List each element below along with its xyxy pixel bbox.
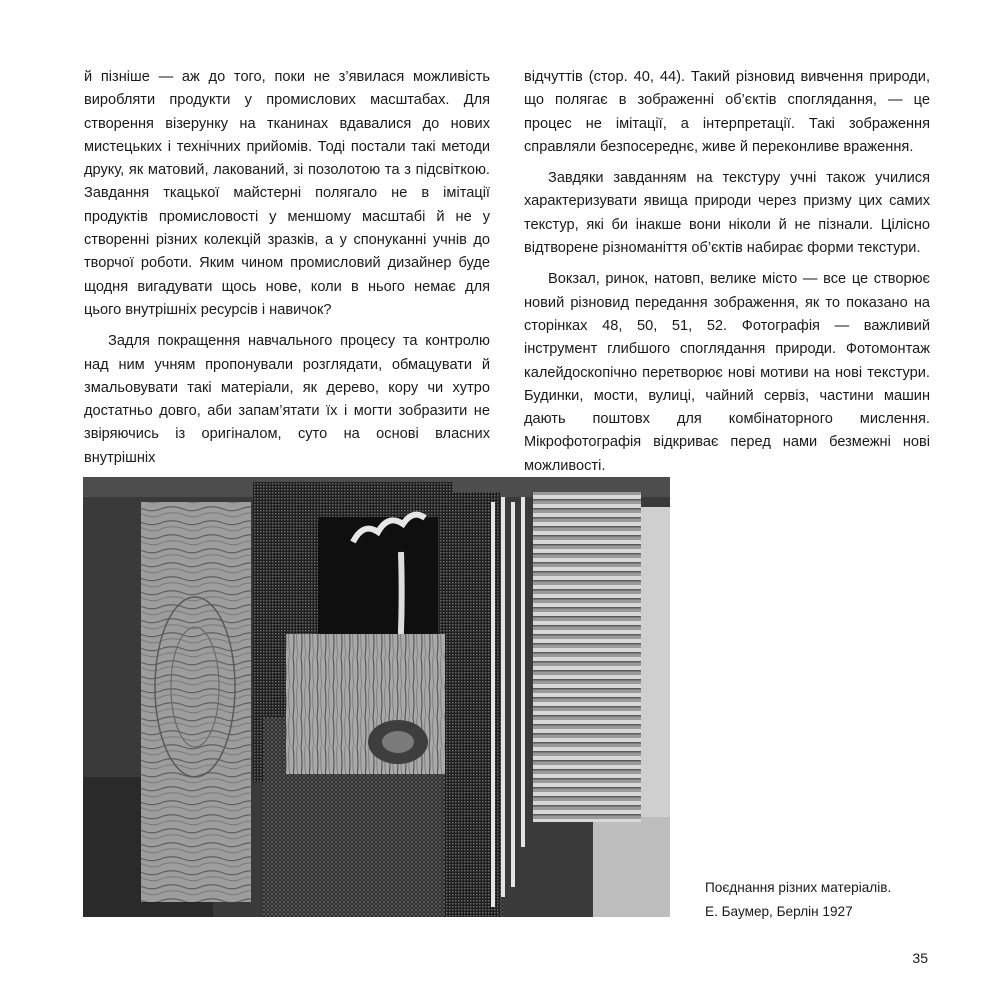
page-number: 35 <box>912 950 928 966</box>
right-paragraph-3: Вокзал, ринок, натовп, велике місто — все це створює новий різновид передання зображення, як то показано на сторінках 48, 50, 51, 52. Фотографія — важливий інструмент глибшого споглядання природи. Фотомонтаж калейдоскопічно перетворює нові мотиви на нові текстури. Будинки, мости, вулиці, чайний сервіз, частини машин дають поштовх для комбінаторного мислення. Мікрофотографія відкриває перед нами безмежні нові можливості. <box>524 271 930 474</box>
figure-caption <box>705 876 891 924</box>
left-paragraph-1: й пізніше — аж до того, поки не з’явилася можливість виробляти продукти у промислових масштабах. Для створення візерунку на тканинах вдавалися до нових мистецьких і технічних прийомів. Тоді постали такі методи друку, як матовий, лакований, зі позолотою та з підсвіткою. Завдання ткацької майстерні полягало не в імітації продуктів промисловості у меншому масштабі й не у створенні різних колекцій зразків, а у спонуканні учнів до творчої роботи. Яким чином промисловий дизайнер буде щодня вигадувати щось нове, коли в нього немає для цього внутрішніх ресурсів і навичок? <box>84 69 490 318</box>
right-paragraph-1: відчуттів (стор. 40, 44). Такий різновид вивчення природи, що полягає в зображенні об’єктів споглядання, — це процес не імітації, а інтерпретації. Такі зображення справляли безпосереднє, живе й переконливе враження. <box>524 69 930 155</box>
right-text-column <box>524 66 930 478</box>
materials-collage-photo <box>83 477 670 917</box>
left-text-column <box>84 66 490 470</box>
caption-line-1: Поєднання різних матеріалів. <box>705 880 892 895</box>
caption-line-2: Е. Баумер, Берлін 1927 <box>705 904 853 919</box>
right-paragraph-2: Завдяки завданням на текстуру учні також училися характеризувати явища природи через призму цих самих текстур, які би інакше вони ніколи й не пізнали. Цілісно відтворене різноманіття об’єктів набирає форми текстури. <box>524 170 930 257</box>
left-paragraph-2: Задля покращення навчального процесу та контролю над ним учням пропонували розглядати, обмацувати й змальовувати такі матеріали, як дерево, кору чи хутро достатньо довго, аби запам’ятати їх і могти зобразити не звіряючись із оригіналом, суто на основі власних внутрішніх <box>84 333 490 466</box>
